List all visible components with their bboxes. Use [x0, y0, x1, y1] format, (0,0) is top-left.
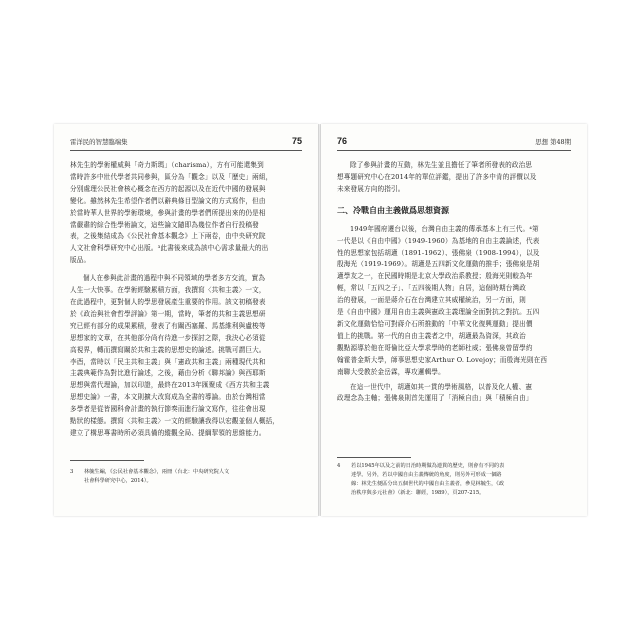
right-footnote: [337, 462, 571, 498]
text-line: 主義典範作為對比進行論述，之後，藉由分析《聯邦論》與西耶斯: [70, 369, 266, 378]
text-line: 治的發展，一面是蔣介石在台灣建立其威權統治，另一方面，則: [337, 296, 526, 305]
text-line: 值上的挑戰。第一代的自由主義者之中，胡適最為資深，其政治: [337, 331, 526, 340]
right-paragraph-3: [337, 382, 571, 406]
text-line: 輕，常以「五四之子」、「五四後期人物」自居，這個時期台灣政: [337, 284, 526, 293]
left-footnote: [70, 468, 302, 486]
text-line: 於《政治與社會哲學評論》第一期，當時，筆者的共和主義思想研: [70, 309, 266, 318]
section-heading: 二、冷戰自由主義做爲思想資源: [337, 205, 449, 215]
text-line: 多學者是從皆國科會計畫的執行節奏而進行論文寫作，往往會出現: [70, 405, 266, 414]
right-page-number: 76: [337, 136, 348, 146]
left-header-rule: [70, 150, 302, 151]
text-line: 林先生的學術權威與「奇力斯瑪」（charisma），方有可能還集到: [70, 161, 264, 169]
text-line: 人文社會科學研究中心出版。³此書後來成為該中心需求量最大的出: [70, 244, 269, 253]
footnote-line: 若以1945年以及之前的日治時期做為連貫的歷史，則會有不同的表: [351, 463, 505, 469]
text-line: 南聯大受教於金岳霖，專攻邏輯學。: [337, 367, 445, 376]
text-line: 於當時華人世界的學術環境，參與計畫的學者們所提出來的仍是相: [70, 208, 266, 217]
text-line: 版品。: [70, 256, 91, 265]
footnote-line: 線：林先生便區分出五個世代的中國自由主義者，參見林毓生，《政: [351, 481, 505, 487]
text-line: 個人在參與此計畫的過程中與不同領域的學者多方交流，實為: [83, 274, 266, 283]
left-running-header: [70, 136, 302, 148]
text-line: 點狀的樣態。撰寫〈共和主義〉一文的經驗讓我得以宏觀並個人概括，: [70, 417, 280, 426]
right-paragraph-2: [337, 224, 571, 379]
right-header-rule: [337, 150, 571, 151]
text-line: 是《自由中國》運用自由主義與憲政主義理論全面對抗之對抗。五四: [337, 308, 540, 317]
text-line: 思想史論》一書，本文則擴大改寫成為全書的導論。由於台灣相當: [70, 393, 266, 402]
text-line: 除了參與計畫的互動，林先生並且擔任了筆者所發表的政治思: [350, 161, 533, 169]
left-page-number: 75: [291, 136, 302, 146]
right-page: [321, 124, 587, 516]
text-line: 高視界，轉而撰寫關於共和主義的思想史的論述。挑戰可謂巨大。: [70, 345, 266, 354]
text-line: 新文化運動恰恰可對蔣介石所推動的「中華文化復興運動」提出價: [337, 319, 533, 328]
text-line: 思想與當代理論，加以印證，最終在2013年匯聚成《西方共和主義: [70, 381, 270, 390]
text-line: 表，之後集結成為《公民社會基本觀念》上下兩卷，由中央研究院: [70, 232, 266, 241]
left-body-text: [70, 160, 302, 440]
text-line: 李酉，當時以「民主共和主義」與「憲政共和主義」兩種現代共和: [70, 357, 266, 366]
right-paragraph-1: [337, 160, 571, 196]
text-line: 一代是以《自由中國》（1949-1960）為基地的自由主義論述，代表: [337, 236, 540, 245]
text-line: 當嚴肅的綜合性學術論文，這些論文隨即為幾位作者自行投稿發: [70, 220, 259, 229]
text-line: 分別處理公民社會核心概念在西方的起源以及在近代中國的發展與: [70, 184, 266, 193]
text-line: 適學友之一，在民國時期是北京大學政治系教授；殷海光則較為年: [337, 272, 533, 281]
left-header-title: 雷洋民的智慧臨端集: [70, 138, 128, 146]
right-header-title: 思想 第48期: [535, 138, 571, 146]
footnote-line: 達學。另外，若以中國自由主義傳統的角度，則另外可形成一個路: [351, 472, 502, 478]
text-line: 在這一世代中，胡適如其一貫的學術風格，以普及化人權、憲: [350, 382, 533, 391]
text-line: 翰霍普金斯大學，師事思想史家Arthur O. Lovejoy；而殷海光則在西: [337, 355, 548, 364]
right-running-header: [337, 136, 571, 148]
text-line: 殷海光（1919-1969）。胡適是五四新文化運動的推手；張佛泉是胡: [337, 260, 540, 269]
text-line: 思想家的文章，在其他部分尚有待進一步探討之際，我決心必須從: [70, 333, 266, 342]
text-line: 政理念為主軸；張佛泉則首先運用了「消極自由」與「積極自由」: [337, 394, 533, 403]
text-line: 1949年國府遷台以後，台灣自由主義的傳承基本上有三代。⁴第: [350, 224, 539, 233]
footnote-line: 林毓生編，《公民社會基本觀念》，兩冊（台北：中央研究院人文: [84, 469, 230, 475]
footnote-line: 社會科學研究中心，2014）。: [84, 478, 152, 484]
text-line: 性的思想家包括胡適（1891-1962）、張佛泉（1908-1994），以及: [337, 248, 540, 257]
left-page: [54, 124, 318, 516]
left-footnote-rule: [70, 460, 144, 461]
footnote-number: 4: [337, 463, 341, 469]
text-line: 在此過程中，更對個人的學思發展產生重要的作用。該文初稿發表: [70, 297, 266, 306]
text-line: 觀點源導於他在哥倫比亞大學求學時的老師杜威；張佛泉曾留學約: [337, 343, 533, 352]
text-line: 想專題研究中心在2014年的單位評鑑，提出了許多中肯的評價以及: [337, 172, 537, 181]
text-line: 未來發展方向的指引。: [337, 184, 405, 193]
left-paragraph-2: [70, 273, 302, 440]
footnote-line: 治秩序與多元社會》（新北：聯經，1989），頁207-215。: [351, 490, 485, 496]
text-line: 建立了構思專書時所必須具備的縱觀全局、提綱挈領的思維能力。: [70, 428, 266, 437]
right-footnote-rule: [337, 457, 411, 458]
left-paragraph-1: [70, 160, 302, 267]
text-line: 人生一大快事。在學術經驗累積方面，我撰寫〈共和主義〉一文，: [70, 286, 266, 295]
text-line: 變化。雖然林先生希望作者們以辭典條目型論文的方式寫作，但由: [70, 196, 266, 205]
footnote-number: 3: [70, 469, 74, 475]
text-line: 究已經有部分的成果累積，發表了有關西塞羅、馬基維利與盧梭等: [70, 321, 266, 330]
right-body-text: [337, 160, 571, 405]
text-line: 當時許多中壯代學者共同參與，區分為「觀念」以及「歷史」兩組，: [70, 172, 273, 181]
